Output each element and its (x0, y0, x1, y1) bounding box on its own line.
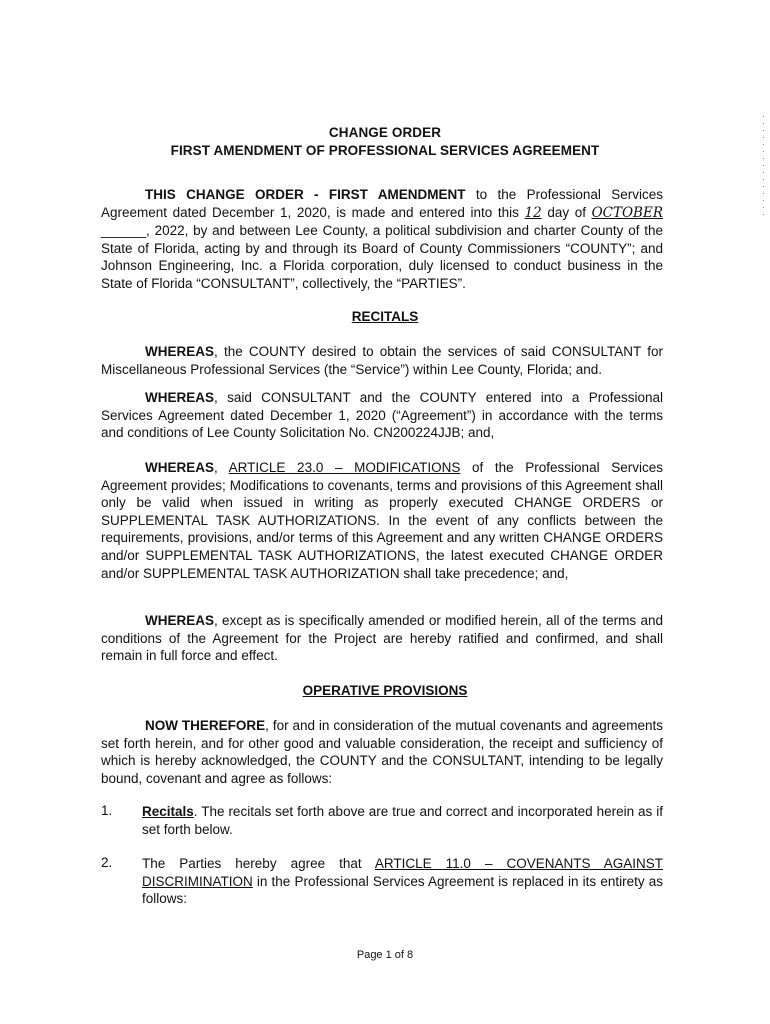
whereas-3-lead: WHEREAS (145, 460, 215, 475)
intro-text-3: ______, 2022, by and between Lee County, a political subdivision and charter County of the State of Florida, acting by and through its Board of County Commissioners “COUNTY”; and Johnson Engineering, Inc. a Florida corporation, duly licensed to conduct business in the State of Florida “CONSULTANT”, collectively, the “PARTIES”. (101, 223, 663, 291)
handwritten-month: OCTOBER (591, 204, 663, 221)
item-2-pre: The Parties hereby agree that (142, 856, 375, 871)
page-number: Page 1 of 8 (356, 949, 414, 961)
intro-paragraph (101, 186, 663, 293)
item-1 (142, 803, 663, 838)
whereas-1-text: , the COUNTY desired to obtain the services of said CONSULTANT for Miscellaneous Professional Services (the “Service”) within Lee County, Florida; and. (101, 344, 663, 377)
whereas-4-lead: WHEREAS (145, 613, 215, 628)
whereas-1-lead: WHEREAS (145, 344, 215, 359)
article-11-reference: ARTICLE 11.0 – COVENANTS AGAINST DISCRIMINATION (142, 856, 663, 889)
document-title: CHANGE ORDER (328, 125, 442, 140)
intro-text-1: to the Professional Services Agreement dated December 1, 2020, is made and entered into this (101, 187, 663, 220)
scan-margin-marks (763, 110, 766, 221)
whereas-2 (101, 389, 663, 442)
whereas-4-text: , except as is specifically amended or modified herein, all of the terms and conditions of the Agreement for the Project are hereby ratified and confirmed, and shall remain in full force and effect. (101, 613, 663, 664)
item-2-text: in the Professional Services Agreement is replaced in its entirety as follows: (142, 873, 663, 907)
whereas-2-text: , said CONSULTANT and the COUNTY entered into a Professional Services Agreement dated December 1, 2020 (“Agreement”) in accordance with the terms and conditions of Lee County Solicitation No. CN200224JJB; and, (101, 390, 663, 441)
item-1-lead: Recitals (142, 804, 194, 819)
whereas-3-text: of the Professional Services Agreement provides; Modifications to covenants, terms and provisions of this Agreement shall only be valid when issued in writing as properly executed CHANGE ORDERS or SUPPLEMENTAL TASK AUTHORIZATIONS. In the event of any conflicts between the requirements, provisions, and/or terms of this Agreement and any written CHANGE ORDERS and/or SUPPLEMENTAL TASK AUTHORIZATIONS, the latest executed CHANGE ORDER and/or SUPPLEMENTAL TASK AUTHORIZATION shall take precedence; and, (101, 460, 663, 581)
article-23-reference: ARTICLE 23.0 – MODIFICATIONS (228, 460, 461, 475)
whereas-1 (101, 343, 663, 378)
now-therefore-paragraph (101, 717, 663, 787)
now-therefore-lead: NOW THEREFORE (145, 718, 266, 733)
whereas-2-lead: WHEREAS (145, 390, 215, 405)
item-1-text: . The recitals set forth above are true and correct and incorporated herein as if set forth below. (142, 804, 663, 837)
item-1-number: 1. (101, 803, 113, 818)
whereas-3-pre: , (214, 460, 229, 475)
whereas-3 (101, 459, 663, 582)
item-2-number: 2. (101, 855, 113, 870)
now-therefore-text: , for and in consideration of the mutual covenants and agreements set forth herein, and for other good and valuable consideration, the receipt and sufficiency of which is hereby acknowledged, the COUNTY and the CONSULTANT, intending to be legally bound, covenant and agree as follows: (101, 718, 663, 786)
recitals-heading: RECITALS (351, 309, 419, 324)
intro-lead: THIS CHANGE ORDER - FIRST AMENDMENT (145, 187, 466, 202)
operative-heading: OPERATIVE PROVISIONS (302, 683, 468, 698)
handwritten-day: 12 (524, 204, 542, 221)
whereas-4 (101, 612, 663, 665)
intro-text-2: day of (541, 204, 592, 220)
item-2 (142, 855, 663, 908)
document-subtitle: FIRST AMENDMENT OF PROFESSIONAL SERVICES AGREEMENT (170, 143, 600, 158)
